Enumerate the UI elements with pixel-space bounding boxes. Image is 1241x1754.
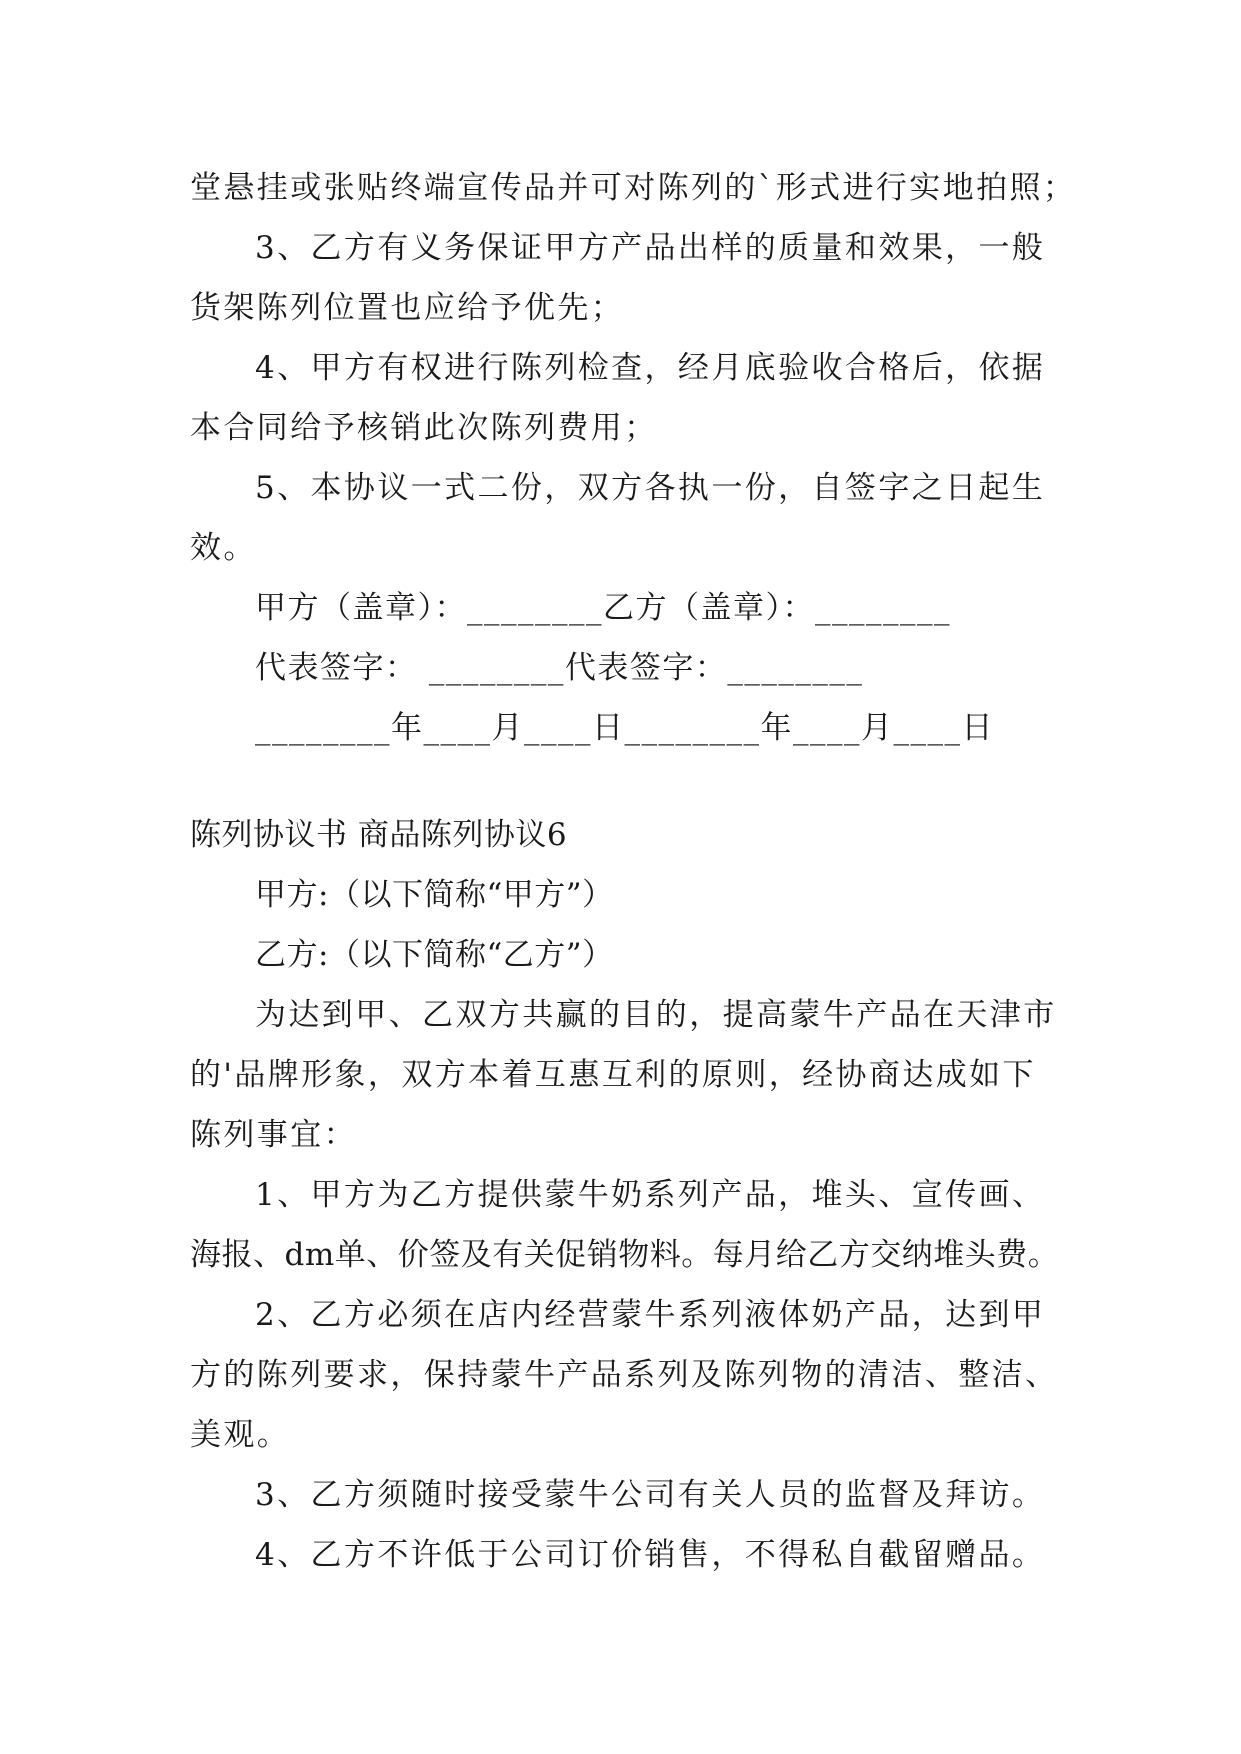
text-line: 方的陈列要求，保持蒙牛产品系列及陈列物的清洁、整洁、: [190, 1357, 1059, 1393]
seal-line: 甲方（盖章）：________乙方（盖章）：________: [255, 590, 951, 626]
party-b-line: 乙方:（以下简称“乙方”）: [255, 937, 614, 973]
preamble-line: 为达到甲、乙双方共赢的目的，提高蒙牛产品在天津市: [255, 997, 1057, 1033]
text-line: 的'品牌形象，双方本着互惠互利的原则，经协商达成如下: [190, 1057, 1036, 1093]
section-title: 陈列协议书 商品陈列协议6: [190, 817, 568, 853]
text-line: 效。: [190, 530, 257, 566]
text-line: 海报、dm单、价签及有关促销物料。每月给乙方交纳堆头费。: [190, 1237, 1060, 1273]
clause-4b: 4、乙方不许低于公司订价销售，不得私自截留赠品。: [255, 1537, 1046, 1573]
text-line: 本合同给予核销此次陈列费用；: [190, 410, 658, 446]
signature-line: 代表签字： ________代表签字：________: [255, 650, 864, 686]
clause-4: 4、甲方有权进行陈列检查，经月底验收合格后，依据: [255, 350, 1046, 386]
clause-3: 3、乙方有义务保证甲方产品出样的质量和效果，一般: [255, 230, 1046, 266]
date-line: ________年____月____日________年____月____日: [255, 710, 994, 746]
text-line: 堂悬挂或张贴终端宣传品并可对陈列的`形式进行实地拍照；: [190, 170, 1077, 206]
clause-1: 1、甲方为乙方提供蒙牛奶系列产品，堆头、宣传画、: [255, 1177, 1046, 1213]
clause-3b: 3、乙方须随时接受蒙牛公司有关人员的监督及拜访。: [255, 1477, 1046, 1513]
party-a-line: 甲方:（以下简称“甲方”）: [255, 877, 614, 913]
text-line: 美观。: [190, 1417, 291, 1453]
clause-2: 2、乙方必须在店内经营蒙牛系列液体奶产品，达到甲: [255, 1297, 1046, 1333]
clause-5: 5、本协议一式二份，双方各执一份，自签字之日起生: [255, 470, 1046, 506]
text-line: 货架陈列位置也应给予优先；: [190, 290, 625, 326]
text-line: 陈列事宜：: [190, 1117, 357, 1153]
